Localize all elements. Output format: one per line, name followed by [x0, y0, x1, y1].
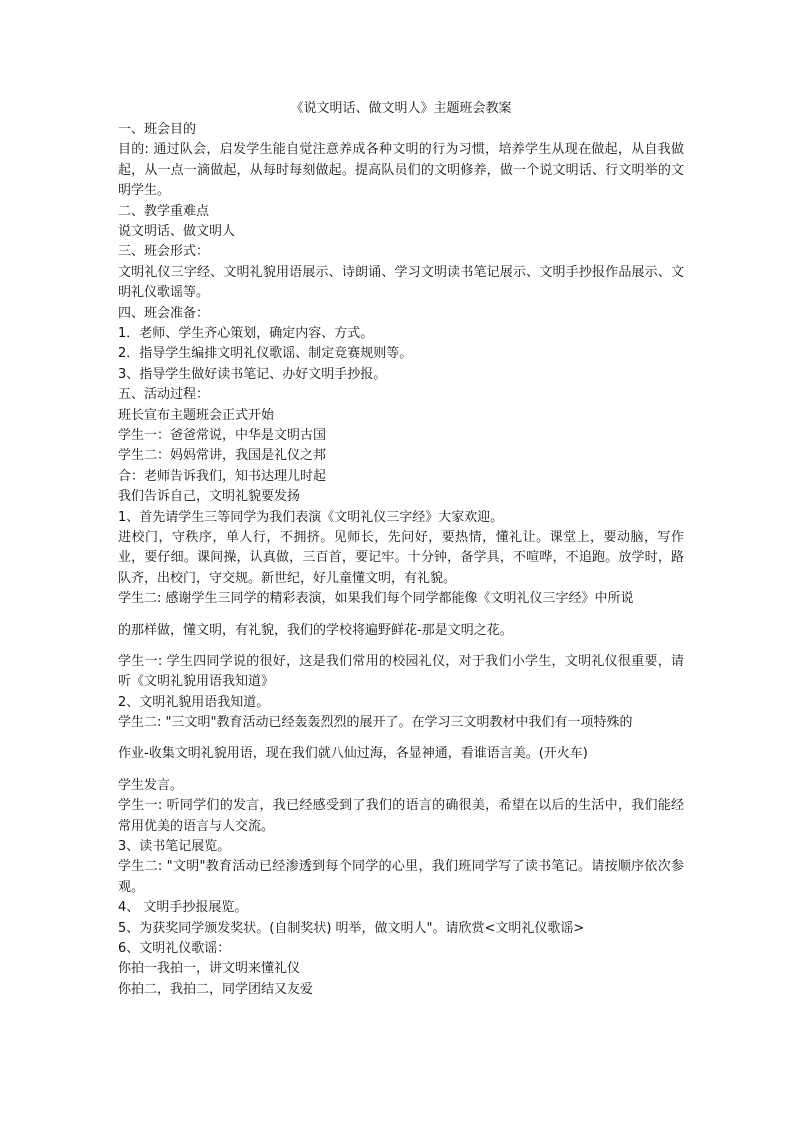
- process-line: 学生一：爸爸常说，中华是文明古国: [118, 427, 327, 443]
- heading-process: 五、活动过程：: [118, 387, 210, 403]
- document-page: [118, 98, 684, 1000]
- process-line: 我们告诉自己，文明礼貌要发扬: [118, 489, 301, 505]
- prep-item-3: 3、指导学生做好读书笔记、办好文明手抄报。: [118, 366, 387, 382]
- paragraph-student-two-notes: 学生二: "文明"教育活动已经渗透到每个同学的心里，我们班同学写了读书笔记。请按顺序依次参观。: [118, 859, 684, 895]
- process-line: 学生二: 感谢学生三同学的精彩表演，如果我们每个同学都能像《文明礼仪三字经》中所说: [118, 591, 634, 607]
- process-step-4: 4、 文明手抄报展览。: [118, 900, 248, 916]
- process-step-6: 6、文明礼仪歌谣：: [118, 941, 231, 957]
- process-line: 学生发言。: [118, 777, 184, 793]
- process-step-2: 2、文明礼貌用语我知道。: [118, 694, 270, 710]
- prep-item-1: 1．老师、学生齐心策划，确定内容、方式。: [118, 325, 374, 341]
- process-step-1: 1、首先请学生三等同学为我们表演《文明礼仪三字经》大家欢迎。: [118, 509, 504, 525]
- heading-purpose: 一、班会目的: [118, 122, 197, 137]
- paragraph-format: 文明礼仪三字经、文明礼貌用语展示、诗朗诵、学习文明读书笔记展示、文明手抄报作品展示、文明礼仪歌谣等。: [118, 264, 684, 301]
- prep-item-2: 2．指导学生编排文明礼仪歌谣、制定竞赛规则等。: [118, 346, 413, 362]
- process-line: 班长宣布主题班会正式开始: [118, 407, 275, 423]
- heading-key-points: 二、教学重难点: [118, 203, 210, 219]
- process-line: 学生二: "三文明"教育活动已经轰轰烈烈的展开了。在学习三文明教材中我们有一项特殊的: [118, 715, 633, 731]
- process-line: 学生二：妈妈常讲，我国是礼仪之邦: [118, 448, 327, 464]
- process-line: 的那样做，懂文明，有礼貌，我们的学校将遍野鲜花-那是文明之花。: [118, 622, 513, 638]
- paragraph-student-one-feedback: 学生一: 听同学们的发言，我已经感受到了我们的语言的确很美，希望在以后的生活中，我们能经常用优美的语言与人交流。: [118, 798, 684, 834]
- paragraph-three-character-classic: 进校门，守秩序，单人行，不拥挤。见师长，先问好，要热情，懂礼让。课堂上，要动脑，写作业，要仔细。课间操，认真做，三百首，要记牢。十分钟，备学具，不喧哗，不追跑。放学时，路队齐，出校门，守交规。新世纪，好儿童懂文明，有礼貌。: [118, 529, 684, 586]
- process-step-3: 3、读书笔记展览。: [118, 839, 231, 855]
- rhyme-line: 你拍一我拍一，讲文明来懂礼仪: [118, 961, 301, 977]
- process-step-5: 5、为获奖同学颁发奖状。(自制奖状) 明举，做文明人"。请欣赏<文明礼仪歌谣>: [118, 920, 585, 936]
- process-line: 合：老师告诉我们，知书达理儿时起: [118, 468, 327, 484]
- process-line: 作业-收集文明礼貌用语，现在我们就八仙过海，各显神通，看谁语言美。(开火车): [118, 746, 588, 762]
- text-key-points: 说文明话、做文明人: [118, 224, 236, 239]
- paragraph-purpose: 目的: 通过队会，启发学生能自觉注意养成各种文明的行为习惯，培养学生从现在做起，从自我做起，从一点一滴做起，从每时每刻做起。提高队员们的文明修养，做一个说文明话、行文明举的文明学生。: [118, 142, 684, 199]
- document-title: 《说文明话、做文明人》主题班会教案: [290, 101, 512, 116]
- heading-format: 三、班会形式：: [118, 244, 210, 260]
- heading-preparation: 四、班会准备：: [118, 305, 210, 321]
- paragraph-student-one: 学生一: 学生四同学说的很好，这是我们常用的校园礼仪，对于我们小学生，文明礼仪很重要，请听《文明礼貌用语我知道》: [118, 653, 684, 690]
- rhyme-line: 你拍二，我拍二，同学团结又友爱: [118, 981, 314, 997]
